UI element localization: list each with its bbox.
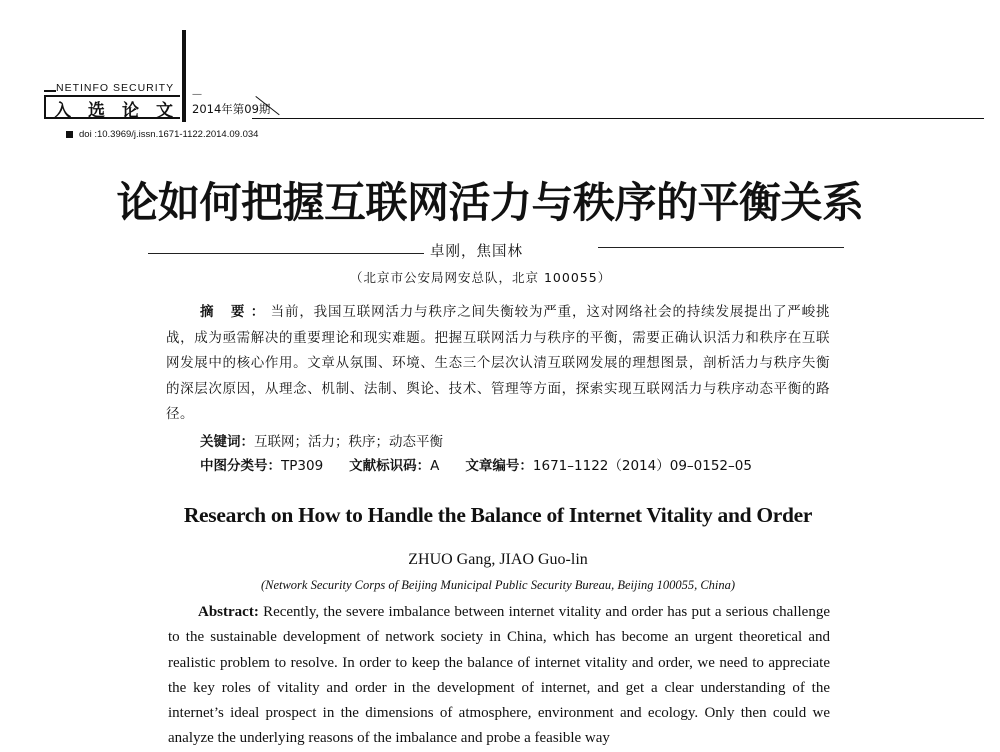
abstract-zh: [166, 300, 830, 428]
affiliation-zh: （北京市公安局网安总队，北京 100055）: [350, 270, 612, 285]
clc-value: TP309: [281, 458, 324, 474]
header-dash: —: [192, 89, 202, 100]
keywords-text: 互联网；活力；秩序；动态平衡: [254, 434, 443, 450]
classification-line: [200, 454, 752, 474]
header-rule: [252, 118, 984, 119]
abstract-en-label: Abstract:: [198, 604, 259, 620]
keywords-zh: [200, 430, 443, 450]
magazine-logo: NETINFO SECURITY: [56, 82, 175, 94]
abstract-en: [168, 600, 830, 752]
header-tick: [44, 90, 56, 92]
section-label: 入选论文: [54, 101, 190, 121]
paper-title-en: Research on How to Handle the Balance of Internet Vitality and Order: [183, 503, 813, 527]
doi-text: doi :10.3969/j.issn.1671-1122.2014.09.034: [79, 129, 259, 140]
doc-code-value: A: [430, 458, 440, 474]
abstract-en-text: Recently, the severe imbalance between internet vitality and order has put a serious challenge to the sustainable development of network society in China, which has become an urgent theoretical and realistic problem to resolve. In order to keep the balance of internet vitality and order, we need to appreciate the key roles of vitality and order in the development of internet, and get a clear understanding of the internet’s ideal prospect in the dimensions of atmosphere, environment and ecology. Only then could we analyze the underlying reasons of the imbalance and probe a feasible way: [168, 604, 830, 747]
authors-en: ZHUO Gang, JIAO Guo-lin: [408, 551, 588, 568]
abstract-zh-label: 摘 要：: [200, 304, 271, 320]
authors-zh: 卓刚，焦国林: [430, 244, 523, 260]
author-rule-right: [598, 247, 844, 248]
abstract-zh-text: 当前，我国互联网活力与秩序之间失衡较为严重，这对网络社会的持续发展提出了严峻挑战，成为亟需解决的重要理论和现实难题。把握互联网活力与秩序的平衡，需要正确认识活力和秩序在互联网发展中的核心作用。文章从氛围、环境、生态三个层次认清互联网发展的理想图景，剖析活力与秩序失衡的深层次原因，从理念、机制、法制、舆论、技术、管理等方面，探索实现互联网活力与秩序动态平衡的路径。: [166, 304, 830, 422]
affiliation-en: (Network Security Corps of Beijing Municipal Public Security Bureau, Beijing 100055, China): [260, 578, 736, 592]
paper-title-zh: 论如何把握互联网活力与秩序的平衡关系: [116, 178, 864, 227]
author-rule-left: [148, 253, 424, 254]
article-no-value: 1671–1122（2014）09–0152–05: [532, 458, 752, 474]
doc-code-label: 文献标识码：: [349, 458, 431, 474]
clc-label: 中图分类号：: [200, 458, 281, 474]
issue-number: 2014年第09期: [192, 102, 271, 116]
article-no-label: 文章编号：: [465, 458, 533, 474]
doi-square-icon: [66, 131, 73, 138]
keywords-label: 关键词：: [200, 434, 254, 450]
